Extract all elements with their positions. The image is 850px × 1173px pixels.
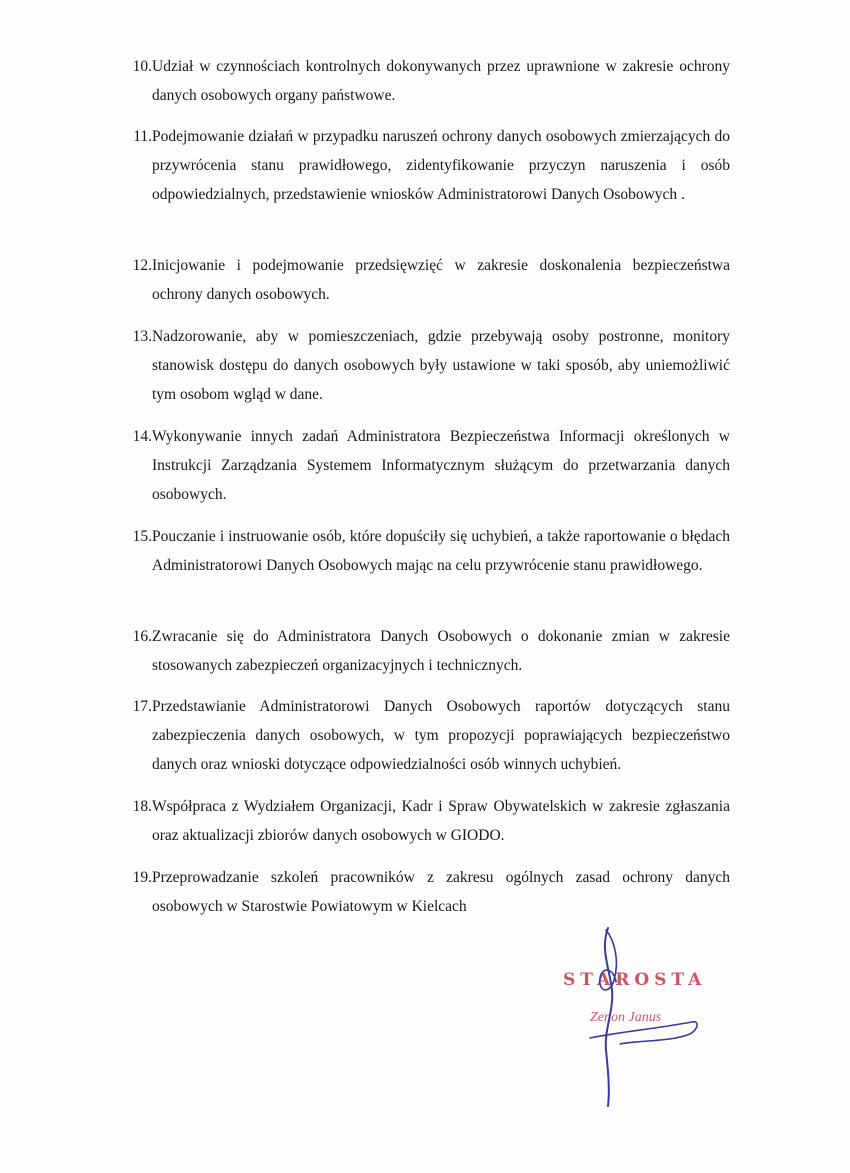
item-number: 15. <box>132 528 152 545</box>
list-item-11 <box>125 122 730 209</box>
item-text: Przeprowadzanie szkoleń pracowników z zakresu ogólnych zasad ochrony danych osobowych w Starostwie Powiatowym w Kielcach <box>152 869 730 915</box>
item-number: 12. <box>132 257 152 274</box>
list-item-13 <box>125 322 730 409</box>
item-number: 14. <box>132 428 152 445</box>
list-item-18 <box>125 792 730 850</box>
item-text: Udział w czynnościach kontrolnych dokonywanych przez uprawnione w zakresie ochrony danych osobowych organy państwowe. <box>152 58 730 104</box>
item-text: Zwracanie się do Administratora Danych Osobowych o dokonanie zmian w zakresie stosowanych zabezpieczeń organizacyjnych i technicznych. <box>152 628 730 674</box>
item-number: 19. <box>132 869 152 886</box>
stamp-title: STAROSTA <box>563 970 707 990</box>
list-item-17 <box>125 692 730 779</box>
signature-stroke <box>605 928 612 1106</box>
list-item-14 <box>125 422 730 509</box>
signature-image <box>570 920 730 1110</box>
item-number: 18. <box>132 798 152 815</box>
item-number: 13. <box>132 328 152 345</box>
list-item-12 <box>125 251 730 309</box>
item-number: 11. <box>133 128 152 145</box>
item-text: Nadzorowanie, aby w pomieszczeniach, gdzie przebywają osoby postronne, monitory stanowisk dostępu do danych osobowych były ustawione w taki sposób, aby uniemożliwić tym osobom wgląd w dane. <box>152 328 730 403</box>
item-number: 16. <box>132 628 152 645</box>
stamp-name: Zenon Janus <box>590 1010 662 1025</box>
item-number: 17. <box>132 698 152 715</box>
item-number: 10. <box>132 58 152 75</box>
list-item-15 <box>125 522 730 580</box>
item-text: Inicjowanie i podejmowanie przedsięwzięć w zakresie doskonalenia bezpieczeństwa ochrony danych osobowych. <box>152 257 730 303</box>
item-text: Przedstawianie Administratorowi Danych Osobowych raportów dotyczących stanu zabezpieczenia danych osobowych, w tym propozycji poprawiających bezpieczeństwo danych oraz wnioski dotyczące odpowiedzialności osób winnych uchybień. <box>152 698 730 773</box>
signature-stroke <box>600 930 617 990</box>
item-text: Podejmowanie działań w przypadku naruszeń ochrony danych osobowych zmierzających do przywrócenia stanu prawidłowego, zidentyfikowanie przyczyn naruszenia i osób odpowiedzialnych, przedstawienie wniosków Administratorowi Danych Osobowych . <box>152 128 730 203</box>
list-item-19 <box>125 863 730 921</box>
item-text: Wykonywanie innych zadań Administratora Bezpieczeństwa Informacji określonych w Instrukcji Zarządzania Systemem Informatycznym służącym do przetwarzania danych osobowych. <box>152 428 730 503</box>
list-item-16 <box>125 622 730 680</box>
item-text: Pouczanie i instruowanie osób, które dopuściły się uchybień, a także raportowanie o błędach Administratorowi Danych Osobowych mając na celu przywrócenie stanu prawidłowego. <box>152 528 730 574</box>
list-item-10 <box>125 52 730 110</box>
item-text: Współpraca z Wydziałem Organizacji, Kadr i Spraw Obywatelskich w zakresie zgłaszania oraz aktualizacji zbiorów danych osobowych w GIODO. <box>152 798 730 844</box>
